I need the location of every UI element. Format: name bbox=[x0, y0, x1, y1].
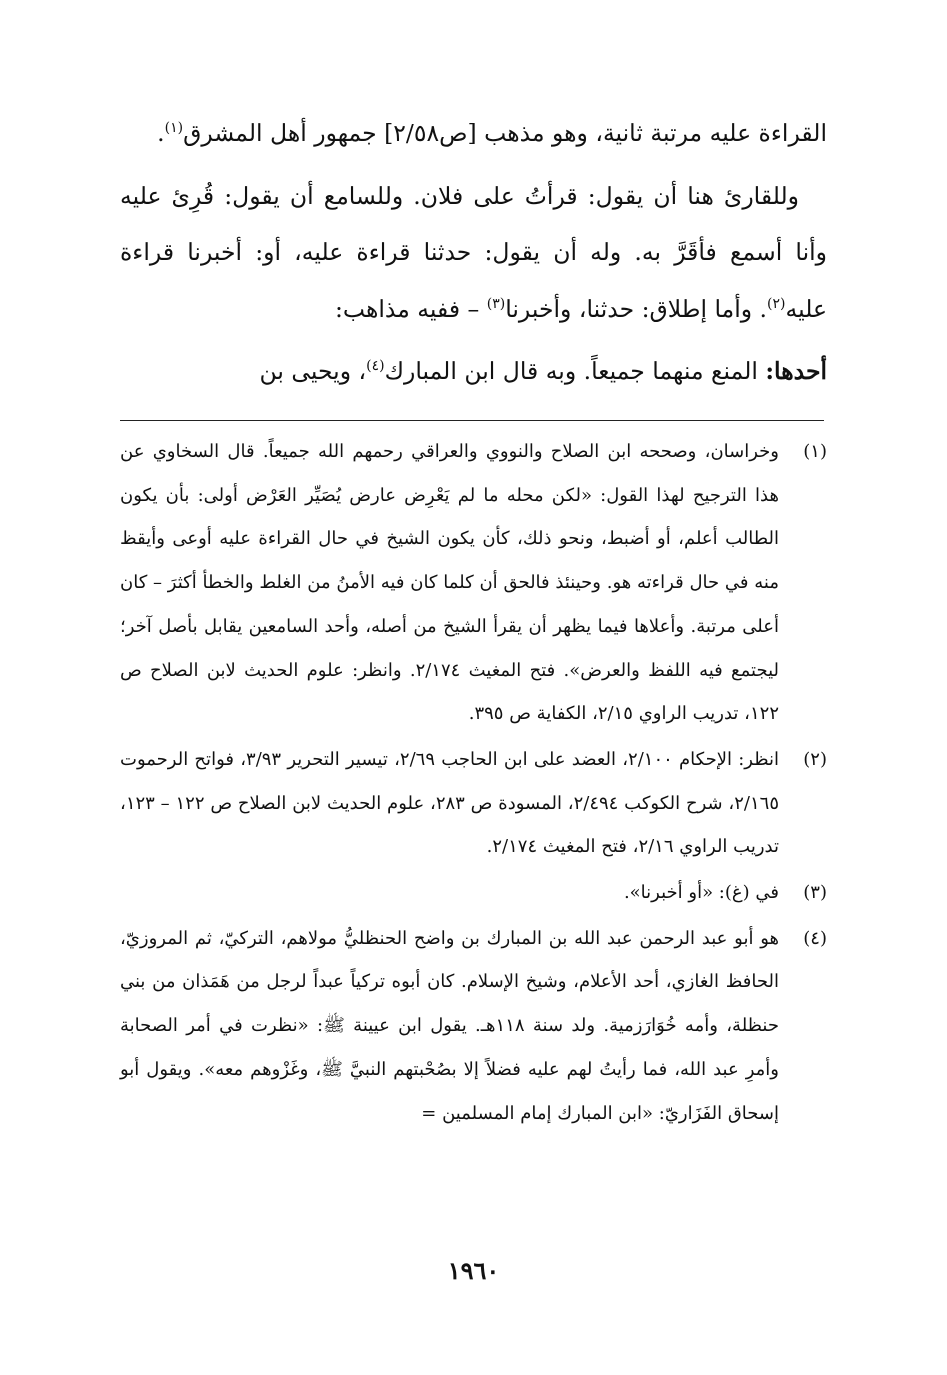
paragraph-3 bbox=[120, 343, 827, 400]
footnote-separator bbox=[120, 420, 824, 421]
footnote-number: (٣) bbox=[803, 882, 827, 904]
footnote-number: (٤) bbox=[803, 927, 827, 949]
footnote-3 bbox=[120, 871, 827, 915]
paragraph-2 bbox=[120, 168, 827, 338]
footnote-4 bbox=[120, 917, 827, 1136]
paragraph-1-end: . bbox=[157, 119, 165, 147]
paragraph-2-text-b: . وأما إطلاق: حدثنا، وأخبرنا bbox=[505, 294, 768, 323]
footnote-ref-4[interactable]: (٤) bbox=[366, 358, 385, 375]
paragraph-1-text: القراءة عليه مرتبة ثانية، وهو مذهب [ص٢/٥٨] جمهور أهل المشرق bbox=[183, 119, 827, 147]
footnote-ref-2[interactable]: (٢) bbox=[767, 295, 786, 312]
footnote-ref-3[interactable]: (٣) bbox=[486, 295, 506, 312]
paragraph-3-text-a: المنع منهما جميعاً. وبه قال ابن المبارك bbox=[384, 357, 766, 385]
paragraph-1 bbox=[120, 105, 827, 162]
footnote-text: وخراسان، وصححه ابن الصلاح والنووي والعراقي رحمهم الله جميعاً. قال السخاوي عن هذا الترجيح لهذا القول: «لكن محله ما لم يَعْرِض عارض يُصَيِّر العَرْض أولى: بأن يكون الطالب أعلم، أو أضبط، ونحو ذلك، كأن يكون الشيخ في حال القراءة عليه أوعى وأيقظ منه في حال قراءته هو. وحينئذ فالحق أن كلما كان فيه الأمنُ من الغلط والخطأ أكثرَ – كان أعلى مرتبة. وأعلاها فيما يظهر أن يقرأ الشيخ من أصله، وأحد السامعين يقابل بأصل آخر؛ ليجتمع فيه اللفظ والعرض». فتح المغيث ٢/١٧٤. وانظر: علوم الحديث لابن الصلاح ص ١٢٢، تدريب الراوي ٢/١٥، الكفاية ص ٣٩٥. bbox=[120, 441, 780, 725]
paragraph-3-text-b: ، ويحيى بن bbox=[259, 357, 367, 385]
paragraph-2-text-c: – ففيه مذاهب: bbox=[334, 294, 487, 323]
footnote-number: (٢) bbox=[803, 748, 827, 770]
paragraph-2-text-a: وللقارئ هنا أن يقول: قرأتُ على فلان. وللسامع أن يقول: قُرِئ عليه وأنا أسمع فأقَرَّ به. وله أن يقول: حدثنا قراءة عليه، أو: أخبرنا قراءة عليه bbox=[120, 181, 827, 323]
footnote-ref-1[interactable]: (١) bbox=[164, 120, 184, 137]
footnote-number: (١) bbox=[803, 441, 827, 462]
footnote-text: انظر: الإحكام ٢/١٠٠، العضد على ابن الحاجب ٢/٦٩، تيسير التحرير ٣/٩٣، فواتح الرحموت ٢/١٦٥، شرح الكوكب ٢/٤٩٤، المسودة ص ٢٨٣، علوم الحديث لابن الصلاح ص ١٢٢ – ١٢٣، تدريب الراوي ٢/١٦، فتح المغيث ٢/١٧٤. bbox=[120, 748, 780, 858]
page-number: ١٩٦٠ bbox=[447, 1256, 500, 1285]
footnote-2 bbox=[120, 738, 827, 869]
main-text bbox=[120, 105, 827, 400]
footnote-1 bbox=[120, 430, 827, 736]
paragraph-3-lead: أحدها: bbox=[765, 357, 827, 385]
footnotes bbox=[120, 430, 827, 1135]
footnote-text: في (غ): «أو أخبرنا». bbox=[623, 882, 779, 904]
footnote-text: هو أبو عبد الرحمن عبد الله بن المبارك بن واضح الحنظليُّ مولاهم، التركيّ، ثم المروزيّ، الحافظ الغازي، أحد الأعلام، وشيخ الإسلام. كان أبوه تركياً عبداً لرجل من هَمَذان من بني حنظلة، وأمه خُوَارَزمية. ولد سنة ١١٨هـ. يقول ابن عيينة ﷺ: «نظرت في أمر الصحابة وأمرِ عبد الله، فما رأيتُ لهم عليه فضلاً إلا بصُحْبتهم النبيَّ ﷺ، وغَزْوهم معه». ويقول أبو إسحاق الفَزَاريّ: «ابن المبارك إمام المسلمين = bbox=[120, 927, 780, 1124]
